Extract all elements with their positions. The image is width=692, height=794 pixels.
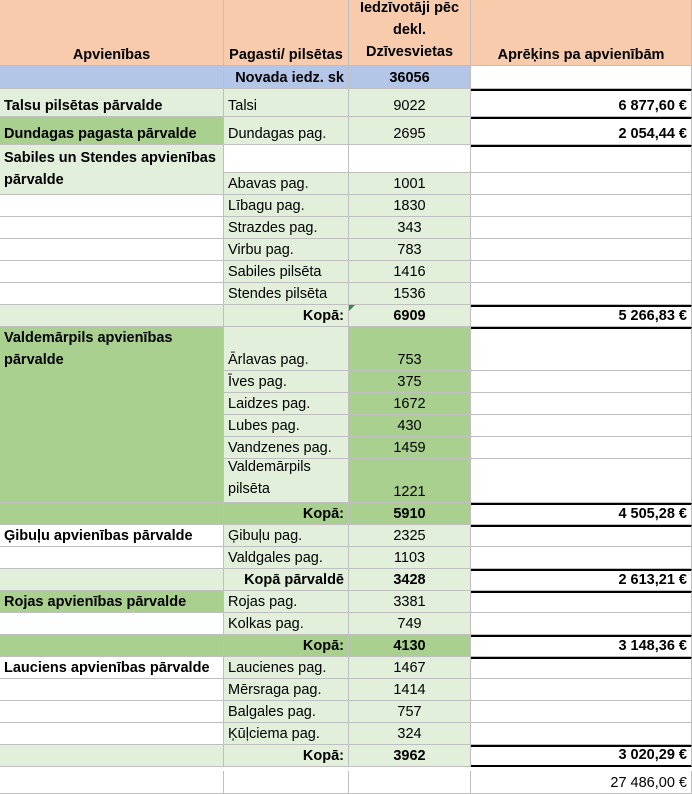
place-valdemarpils[interactable]: Valdemārpils pilsēta — [224, 459, 349, 503]
cell-empty[interactable] — [0, 771, 224, 794]
cell-empty[interactable] — [471, 547, 692, 569]
cell-empty[interactable] — [0, 635, 224, 657]
place-kulciema[interactable]: Ķūļciema pag. — [224, 723, 349, 745]
unit-roja[interactable]: Rojas apvienības pārvalde — [0, 591, 224, 613]
place-talsi[interactable]: Talsi — [224, 89, 349, 117]
place-balgales[interactable]: Balgales pag. — [224, 701, 349, 723]
cell-empty[interactable] — [471, 173, 692, 195]
cell-empty[interactable] — [0, 217, 224, 239]
pop-vandzenes[interactable]: 1459 — [349, 437, 471, 459]
cell-empty[interactable] — [224, 145, 349, 173]
cell-empty[interactable] — [471, 283, 692, 305]
cell-empty[interactable] — [471, 239, 692, 261]
pop-mersraga[interactable]: 1414 — [349, 679, 471, 701]
place-valdgales[interactable]: Valdgales pag. — [224, 547, 349, 569]
cell-empty[interactable] — [0, 305, 224, 327]
calc-valdemarpils[interactable]: 4 505,28 € — [471, 503, 692, 525]
header-iedzivotaji[interactable]: Iedzīvotāji pēc dekl. Dzīvesvietas — [349, 0, 471, 66]
pop-abavas[interactable]: 1001 — [349, 173, 471, 195]
cell-empty[interactable] — [471, 723, 692, 745]
place-dundaga[interactable]: Dundagas pag. — [224, 117, 349, 145]
novada-label[interactable]: Novada iedz. sk — [224, 66, 349, 89]
cell-empty[interactable] — [471, 701, 692, 723]
total-label-roja[interactable]: Kopā: — [224, 635, 349, 657]
cell-empty[interactable] — [471, 459, 692, 503]
cell-empty[interactable] — [471, 657, 692, 679]
cell-empty[interactable] — [471, 679, 692, 701]
cell-empty[interactable] — [349, 145, 471, 173]
cell-empty[interactable] — [471, 217, 692, 239]
cell-empty[interactable] — [0, 745, 224, 767]
unit-sabile[interactable]: Sabiles un Stendes apvienības pārvalde — [0, 145, 224, 195]
grand-total[interactable]: 27 486,00 € — [471, 771, 692, 794]
place-ives[interactable]: Īves pag. — [224, 371, 349, 393]
place-rojas[interactable]: Rojas pag. — [224, 591, 349, 613]
place-kolkas[interactable]: Kolkas pag. — [224, 613, 349, 635]
total-roja[interactable]: 4130 — [349, 635, 471, 657]
cell-empty[interactable] — [471, 393, 692, 415]
cell-empty[interactable] — [0, 195, 224, 217]
pop-strazdes[interactable]: 343 — [349, 217, 471, 239]
pop-arlavas[interactable]: 753 — [349, 327, 471, 371]
place-vandzenes[interactable]: Vandzenes pag. — [224, 437, 349, 459]
calc-sabile[interactable]: 5 266,83 € — [471, 305, 692, 327]
place-mersraga[interactable]: Mērsraga pag. — [224, 679, 349, 701]
header-pagasti[interactable]: Pagasti/ pilsētas — [224, 0, 349, 66]
cell-empty[interactable] — [471, 327, 692, 371]
place-laidzes[interactable]: Laidzes pag. — [224, 393, 349, 415]
total-label-sabile[interactable]: Kopā: — [224, 305, 349, 327]
unit-talsi[interactable]: Talsu pilsētas pārvalde — [0, 89, 224, 117]
pop-rojas[interactable]: 3381 — [349, 591, 471, 613]
pop-sabiles[interactable]: 1416 — [349, 261, 471, 283]
cell-empty[interactable] — [0, 503, 224, 525]
cell-empty[interactable] — [0, 701, 224, 723]
place-abavas[interactable]: Abavas pag. — [224, 173, 349, 195]
place-libagu[interactable]: Lībagu pag. — [224, 195, 349, 217]
pop-talsi[interactable]: 9022 — [349, 89, 471, 117]
header-apvienibas[interactable]: Apvienības — [0, 0, 224, 66]
unit-gibuli[interactable]: Ģibuļu apvienības pārvalde — [0, 525, 224, 547]
place-gibulu[interactable]: Ģibuļu pag. — [224, 525, 349, 547]
cell-empty[interactable] — [471, 145, 692, 173]
calc-talsi[interactable]: 6 877,60 € — [471, 89, 692, 117]
pop-laidzes[interactable]: 1672 — [349, 393, 471, 415]
cell-empty[interactable] — [0, 261, 224, 283]
place-virbu[interactable]: Virbu pag. — [224, 239, 349, 261]
calc-dundaga[interactable]: 2 054,44 € — [471, 117, 692, 145]
unit-lauciene[interactable]: Lauciens apvienības pārvalde — [0, 657, 224, 679]
cell-empty[interactable] — [0, 66, 224, 89]
cell-empty[interactable] — [0, 283, 224, 305]
cell-empty[interactable] — [471, 261, 692, 283]
place-stendes[interactable]: Stendes pilsēta — [224, 283, 349, 305]
place-laucienes[interactable]: Laucienes pag. — [224, 657, 349, 679]
cell-empty[interactable] — [349, 771, 471, 794]
pop-kulciema[interactable]: 324 — [349, 723, 471, 745]
cell-empty[interactable] — [0, 679, 224, 701]
pop-balgales[interactable]: 757 — [349, 701, 471, 723]
cell-empty[interactable] — [471, 525, 692, 547]
cell-empty[interactable] — [0, 613, 224, 635]
calc-roja[interactable]: 3 148,36 € — [471, 635, 692, 657]
pop-dundaga[interactable]: 2695 — [349, 117, 471, 145]
pop-stendes[interactable]: 1536 — [349, 283, 471, 305]
cell-empty[interactable] — [0, 723, 224, 745]
pop-laucienes[interactable]: 1467 — [349, 657, 471, 679]
pop-gibulu[interactable]: 2325 — [349, 525, 471, 547]
header-aprekins[interactable]: Aprēķins pa apvienībām — [471, 0, 692, 66]
place-arlavas[interactable]: Ārlavas pag. — [224, 327, 349, 371]
unit-dundaga[interactable]: Dundagas pagasta pārvalde — [0, 117, 224, 145]
total-gibuli[interactable]: 3428 — [349, 569, 471, 591]
novada-value[interactable]: 36056 — [349, 66, 471, 89]
place-strazdes[interactable]: Strazdes pag. — [224, 217, 349, 239]
total-label-valdemarpils[interactable]: Kopā: — [224, 503, 349, 525]
cell-empty[interactable] — [471, 437, 692, 459]
place-sabiles[interactable]: Sabiles pilsēta — [224, 261, 349, 283]
cell-empty[interactable] — [471, 415, 692, 437]
pop-valdgales[interactable]: 1103 — [349, 547, 471, 569]
cell-empty[interactable] — [0, 547, 224, 569]
pop-lubes[interactable]: 430 — [349, 415, 471, 437]
cell-empty[interactable] — [471, 66, 692, 89]
unit-valdemarpils[interactable]: Valdemārpils apvienības pārvalde — [0, 327, 224, 503]
pop-ives[interactable]: 375 — [349, 371, 471, 393]
total-sabile[interactable]: 6909 — [349, 305, 471, 327]
total-lauciene[interactable]: 3962 — [349, 745, 471, 767]
calc-lauciene[interactable]: 3 020,29 € — [471, 745, 692, 767]
total-label-lauciene[interactable]: Kopā: — [224, 745, 349, 767]
cell-empty[interactable] — [471, 613, 692, 635]
pop-kolkas[interactable]: 749 — [349, 613, 471, 635]
calc-gibuli[interactable]: 2 613,21 € — [471, 569, 692, 591]
pop-valdemarpils[interactable]: 1221 — [349, 459, 471, 503]
cell-empty[interactable] — [471, 371, 692, 393]
cell-empty[interactable] — [0, 239, 224, 261]
cell-empty[interactable] — [224, 771, 349, 794]
pop-libagu[interactable]: 1830 — [349, 195, 471, 217]
cell-empty[interactable] — [0, 569, 224, 591]
total-label-gibuli[interactable]: Kopā pārvaldē — [224, 569, 349, 591]
cell-empty[interactable] — [471, 591, 692, 613]
pop-virbu[interactable]: 783 — [349, 239, 471, 261]
cell-empty[interactable] — [471, 195, 692, 217]
total-valdemarpils[interactable]: 5910 — [349, 503, 471, 525]
place-lubes[interactable]: Lubes pag. — [224, 415, 349, 437]
